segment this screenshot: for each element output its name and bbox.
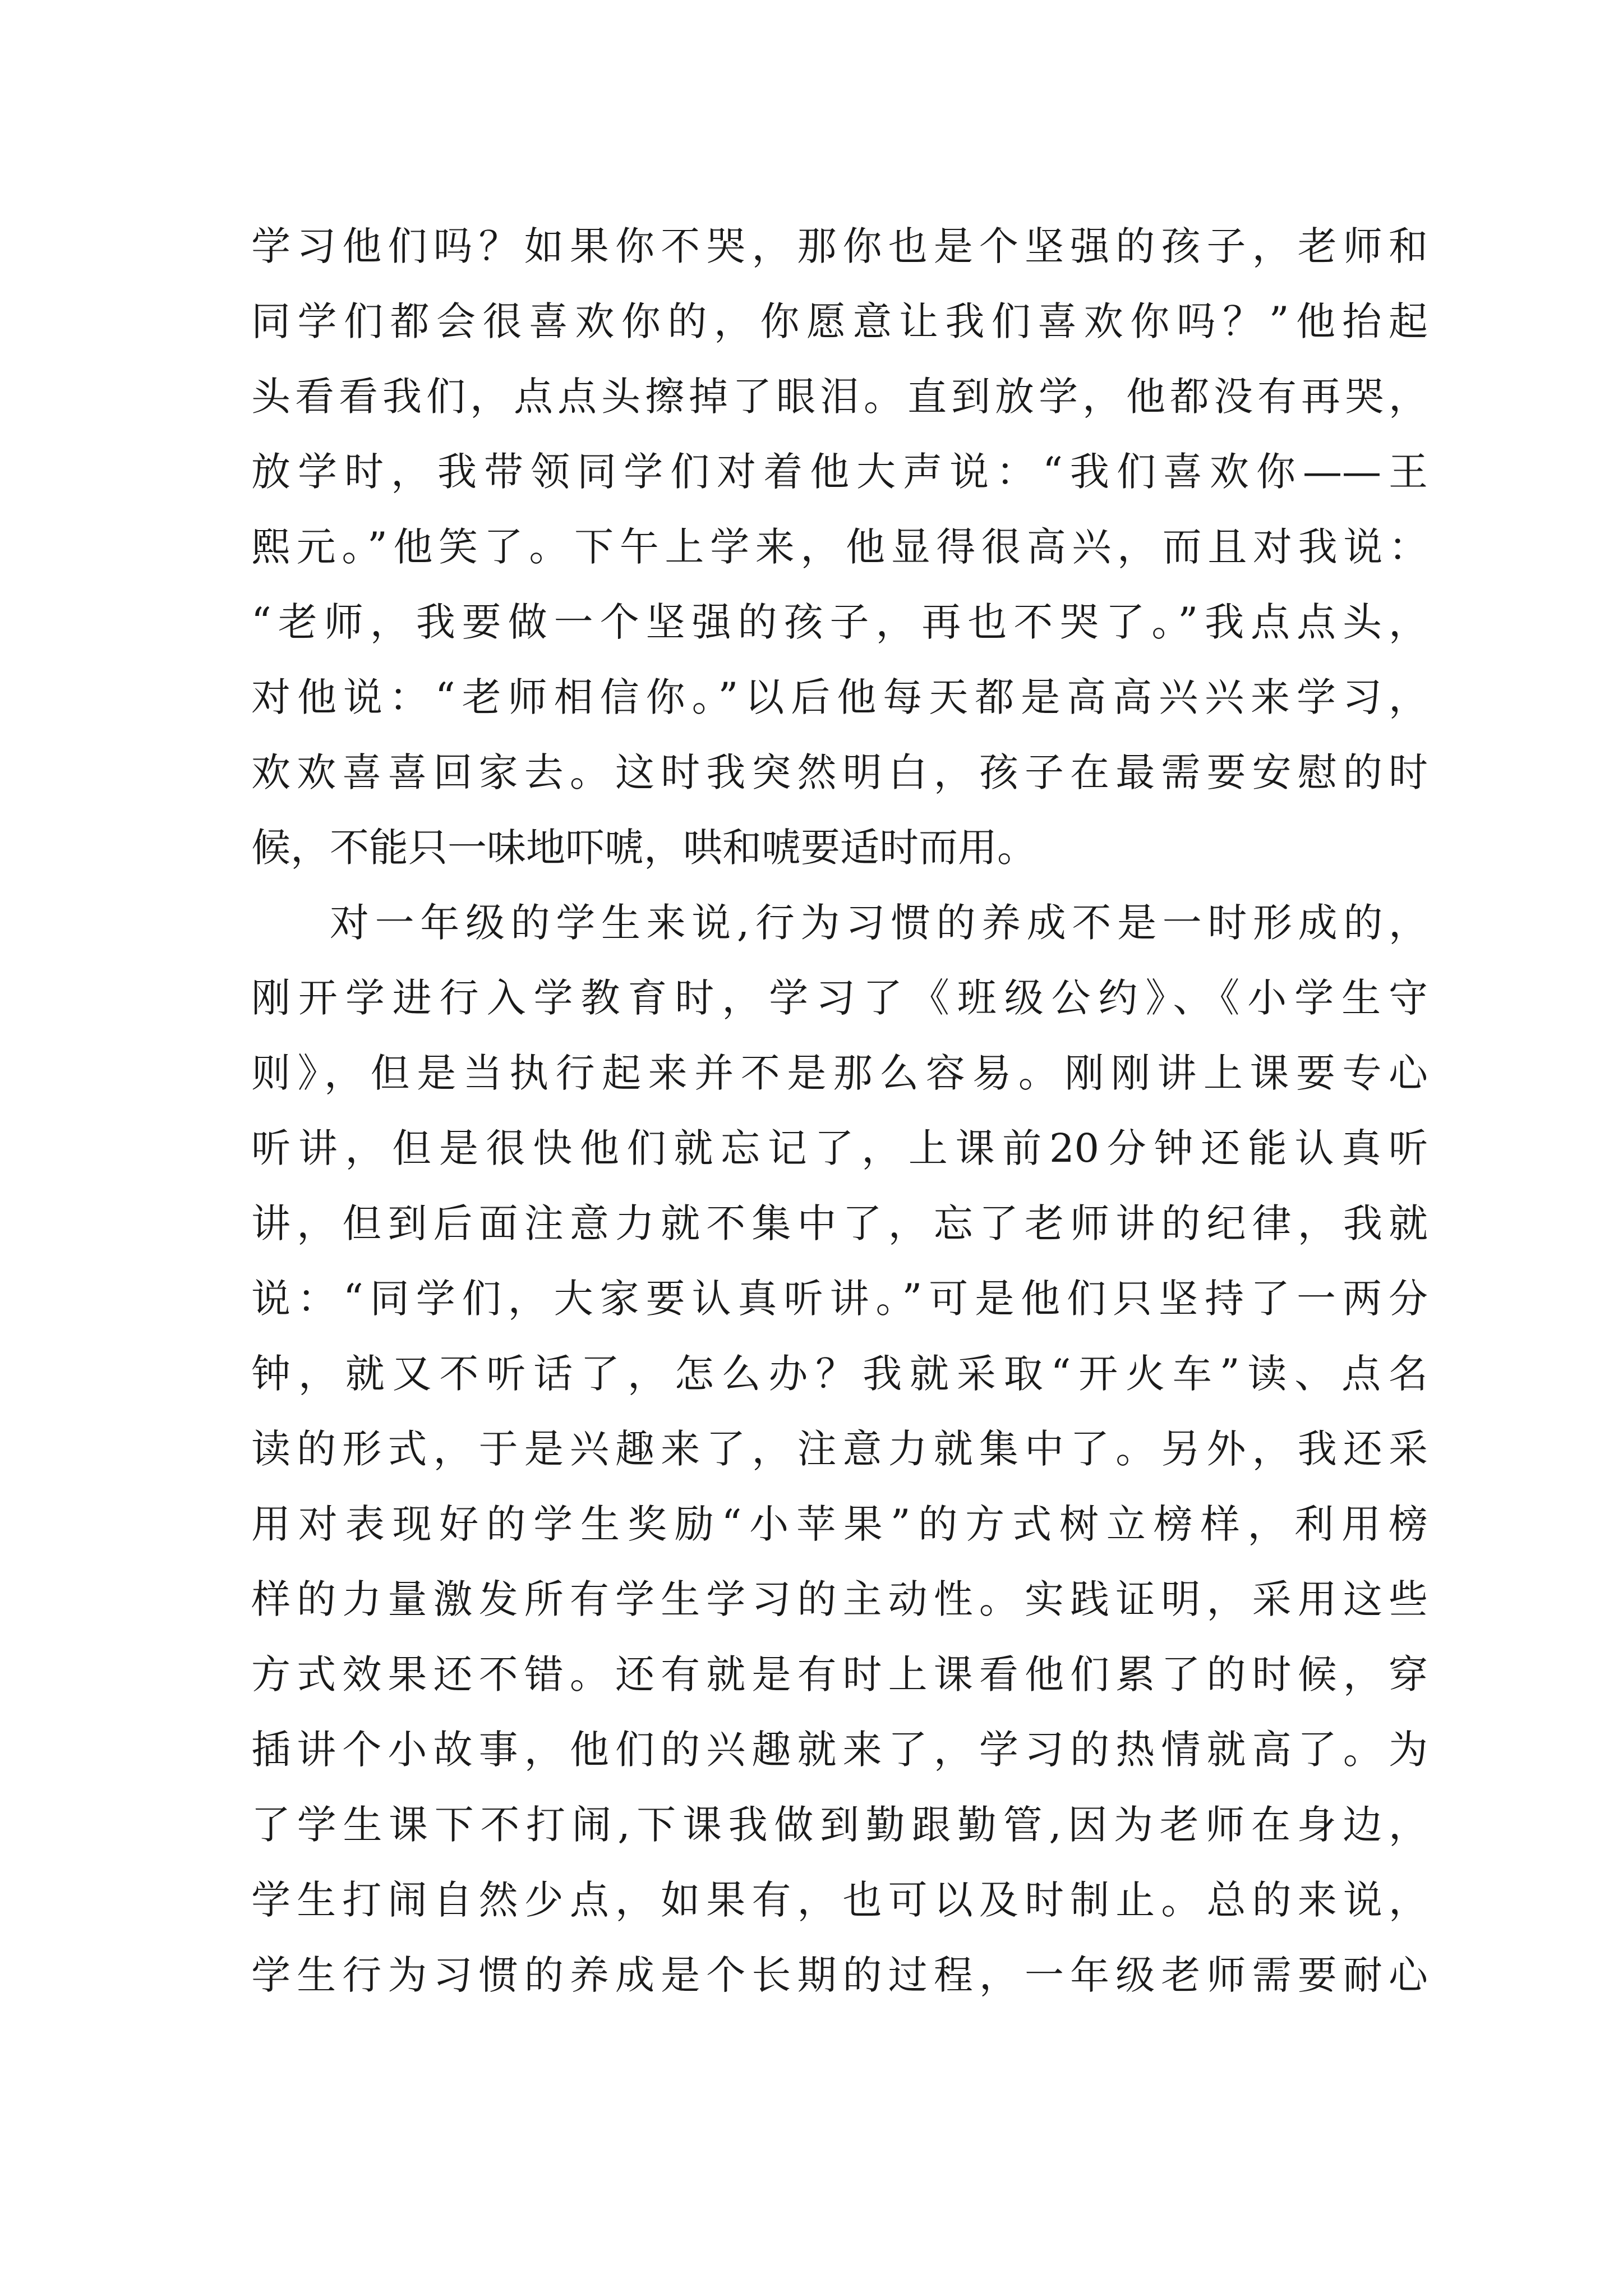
- text-line: 听讲，但是很快他们就忘记了，上课前20分钟还能认真听: [251, 1125, 1428, 1171]
- text-line: 学生行为习惯的养成是个长期的过程，一年级老师需要耐心: [251, 1952, 1428, 1998]
- text-line: 放学时，我带领同学们对着他大声说：“我们喜欢你——王: [251, 449, 1428, 495]
- text-line: 候，不能只一味地吓唬，哄和唬要适时而用。: [251, 825, 1036, 871]
- body-text: [251, 209, 1428, 2013]
- paragraph-first-line: 对一年级的学生来说,行为习惯的养成不是一时形成的，: [330, 900, 1428, 946]
- text-line: 样的力量激发所有学生学习的主动性。实践证明，采用这些: [251, 1576, 1428, 1622]
- text-line: 用对表现好的学生奖励“小苹果”的方式树立榜样，利用榜: [251, 1501, 1428, 1547]
- text-line: 学生打闹自然少点，如果有，也可以及时制止。总的来说，: [251, 1877, 1428, 1923]
- text-line: 则》，但是当执行起来并不是那么容易。刚刚讲上课要专心: [251, 1050, 1428, 1096]
- text-line: 对他说：“老师相信你。”以后他每天都是高高兴兴来学习，: [251, 674, 1428, 720]
- text-line: 熙元。”他笑了。下午上学来，他显得很高兴，而且对我说：: [251, 524, 1428, 570]
- text-line: 插讲个小故事，他们的兴趣就来了，学习的热情就高了。为: [251, 1727, 1428, 1773]
- text-line: 学习他们吗？如果你不哭，那你也是个坚强的孩子，老师和: [251, 223, 1428, 269]
- text-line: 说：“同学们，大家要认真听讲。”可是他们只坚持了一两分: [251, 1276, 1428, 1322]
- text-line: 头看看我们，点点头擦掉了眼泪。直到放学，他都没有再哭，: [251, 374, 1428, 420]
- text-line: “老师，我要做一个坚强的孩子，再也不哭了。”我点点头，: [251, 599, 1428, 645]
- text-line: 了学生课下不打闹,下课我做到勤跟勤管,因为老师在身边，: [251, 1802, 1428, 1848]
- text-line: 刚开学进行入学教育时，学习了《班级公约》、《小学生守: [251, 975, 1428, 1021]
- text-line: 方式效果还不错。还有就是有时上课看他们累了的时候，穿: [251, 1651, 1428, 1697]
- text-line: 同学们都会很喜欢你的，你愿意让我们喜欢你吗？”他抬起: [251, 298, 1428, 344]
- text-line: 讲，但到后面注意力就不集中了，忘了老师讲的纪律，我就: [251, 1200, 1428, 1246]
- text-line: 钟，就又不听话了，怎么办？我就采取“开火车”读、点名: [251, 1351, 1428, 1397]
- text-line: 读的形式，于是兴趣来了，注意力就集中了。另外，我还采: [251, 1426, 1428, 1472]
- text-line: 欢欢喜喜回家去。这时我突然明白，孩子在最需要安慰的时: [251, 749, 1428, 795]
